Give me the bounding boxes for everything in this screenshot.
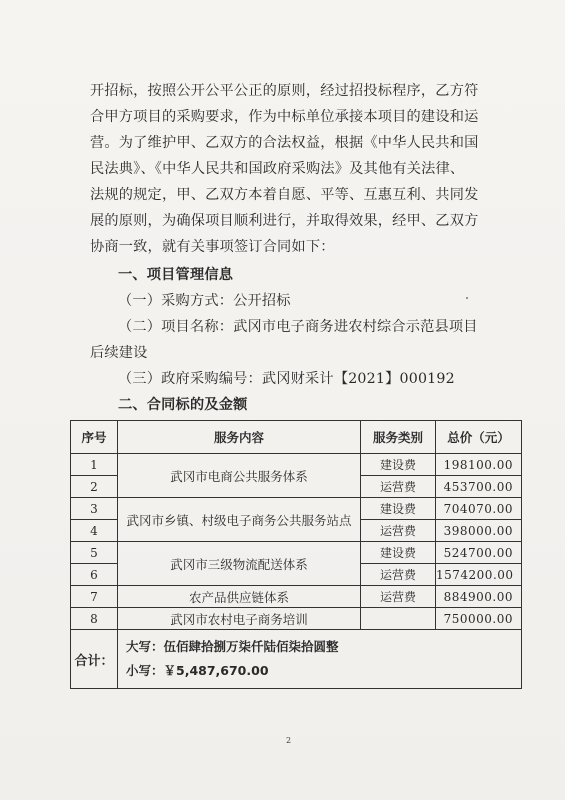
paragraph-line: 展的原则，为确保项目顺利进行，并取得效果，经甲、乙双方 bbox=[90, 213, 479, 229]
header-cell: 服务类别 bbox=[361, 421, 436, 454]
paragraph-line: 合甲方项目的采购要求，作为中标单位承接本项目的建设和运 bbox=[90, 109, 479, 125]
total-row bbox=[71, 630, 522, 689]
contract-table bbox=[70, 420, 522, 689]
service-type: 运营费 bbox=[361, 564, 436, 586]
total-upper: 大写：伍佰肆拾捌万柒仟陆佰柒拾圆整 bbox=[126, 639, 339, 654]
amount: 884900.00 bbox=[436, 586, 522, 608]
section-heading: 一、项目管理信息 bbox=[118, 267, 234, 283]
service-type: 建设费 bbox=[361, 542, 436, 564]
paragraph-line: 法规的规定，甲、乙双方本着自愿、平等、互惠互利、共同发 bbox=[90, 187, 479, 203]
service-type bbox=[361, 608, 436, 630]
procurement-method: （一）采购方式：公开招标 bbox=[118, 293, 291, 309]
header-cell: 序号 bbox=[71, 421, 118, 454]
total-amount bbox=[118, 630, 522, 689]
page-number: 2 bbox=[286, 736, 292, 745]
table-row bbox=[71, 498, 522, 520]
table-row bbox=[71, 542, 522, 564]
project-name-cont: 后续建设 bbox=[90, 345, 148, 361]
service-type: 建设费 bbox=[361, 498, 436, 520]
header-cell: 服务内容 bbox=[118, 421, 361, 454]
row-number: 7 bbox=[71, 586, 118, 608]
service-content: 农产品供应链体系 bbox=[118, 586, 361, 608]
service-type: 建设费 bbox=[361, 454, 436, 476]
header-cell: 总价（元） bbox=[436, 421, 522, 454]
amount: 1574200.00 bbox=[436, 564, 522, 586]
row-number: 1 bbox=[71, 454, 118, 476]
amount: 524700.00 bbox=[436, 542, 522, 564]
amount: 453700.00 bbox=[436, 476, 522, 498]
amount: 198100.00 bbox=[436, 454, 522, 476]
procurement-number: （三）政府采购编号：武冈财采计【2021】000192 bbox=[118, 371, 455, 387]
paragraph-line: 协商一致，就有关事项签订合同如下： bbox=[90, 239, 335, 255]
project-name: （二）项目名称：武冈市电子商务进农村综合示范县项目 bbox=[118, 319, 478, 335]
speck-dot bbox=[466, 297, 468, 299]
row-number: 4 bbox=[71, 520, 118, 542]
service-type: 运营费 bbox=[361, 520, 436, 542]
table-row bbox=[71, 454, 522, 476]
section-heading: 二、合同标的及金额 bbox=[118, 397, 248, 413]
paragraph-line: 开招标，按照公开公平公正的原则，经过招投标程序，乙方符 bbox=[90, 83, 479, 99]
table-header-row bbox=[71, 421, 522, 454]
table-row bbox=[71, 586, 522, 608]
service-content: 武冈市电商公共服务体系 bbox=[118, 454, 361, 498]
amount: 750000.00 bbox=[436, 608, 522, 630]
service-type: 运营费 bbox=[361, 476, 436, 498]
row-number: 3 bbox=[71, 498, 118, 520]
total-lower: 小写：￥5,487,670.00 bbox=[126, 663, 269, 678]
service-type: 运营费 bbox=[361, 586, 436, 608]
paragraph-line: 民法典》、《中华人民共和国政府采购法》及其他有关法律、 bbox=[90, 161, 465, 177]
intro-paragraph bbox=[90, 78, 490, 260]
amount: 704070.00 bbox=[436, 498, 522, 520]
table-row bbox=[71, 608, 522, 630]
paragraph-line: 营。为了维护甲、乙双方的合法权益，根据《中华人民共和国 bbox=[90, 135, 479, 151]
total-label: 合计： bbox=[71, 630, 118, 689]
row-number: 6 bbox=[71, 564, 118, 586]
service-content: 武冈市农村电子商务培训 bbox=[118, 608, 361, 630]
row-number: 2 bbox=[71, 476, 118, 498]
service-content: 武冈市三级物流配送体系 bbox=[118, 542, 361, 586]
section-project-info bbox=[90, 262, 490, 418]
row-number: 5 bbox=[71, 542, 118, 564]
service-content: 武冈市乡镇、村级电子商务公共服务站点 bbox=[118, 498, 361, 542]
amount: 398000.00 bbox=[436, 520, 522, 542]
row-number: 8 bbox=[71, 608, 118, 630]
